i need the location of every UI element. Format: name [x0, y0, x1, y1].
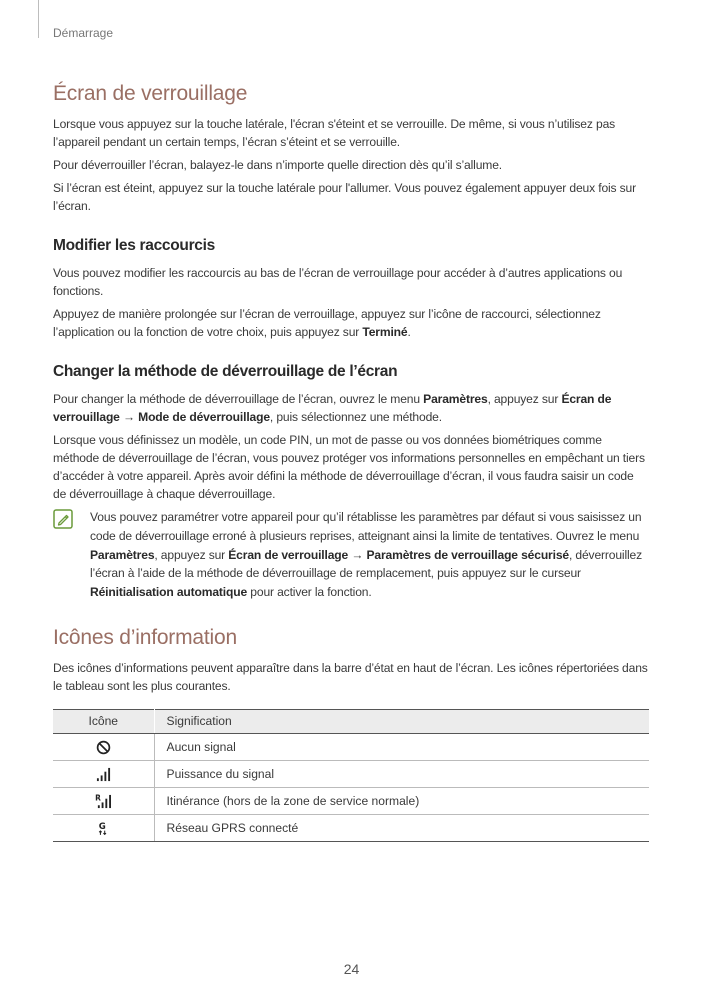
- table-row: [53, 733, 649, 760]
- table-row: [53, 814, 649, 841]
- text-run: , appuyez sur: [154, 547, 229, 562]
- section-title-lock-screen: Écran de verrouillage: [53, 82, 248, 105]
- text-run: →: [348, 547, 367, 562]
- paragraph: Lorsque vous définissez un modèle, un code PIN, un mot de passe ou vos données biométriques comme méthode de déverrouillage de l’écran, vous pouvez protéger vos informations personnelles en empêchant un tiers d’accéder à votre appareil. Après avoir défini la méthode de déverrouillage d’écran, il vous faudra saisir un code de déverrouillage à chaque déverrouillage.: [53, 433, 645, 501]
- table-header-row: [53, 709, 649, 733]
- margin-rule: [38, 0, 39, 38]
- note-pencil-icon: [53, 509, 73, 529]
- icon-cell: [53, 733, 154, 760]
- paragraph: Pour déverrouiller l’écran, balayez-le dans n’importe quelle direction dès qu’il s’allume.: [53, 158, 502, 172]
- running-head: Démarrage: [53, 26, 114, 40]
- section-title-info-icons: Icônes d’information: [53, 625, 237, 649]
- paragraph: [53, 305, 649, 341]
- ui-term-unlock-mode: Mode de déverrouillage: [138, 410, 270, 424]
- page-content: [53, 80, 649, 842]
- text-run: Vous pouvez paramétrer votre appareil pour qu’il rétablisse les paramètres par défaut si vous saisissez un code de déverrouillage erroné à plusieurs reprises, atteignant ainsi la limite de tentatives. Ouvrez le menu: [90, 510, 642, 543]
- meaning-cell: Puissance du signal: [154, 760, 649, 787]
- roaming-icon: [95, 794, 112, 809]
- table-row: [53, 787, 649, 814]
- ui-term-lock-screen: Écran de verrouillage: [228, 547, 349, 562]
- info-icons-table: [53, 709, 649, 842]
- ui-term-settings: Paramètres: [90, 547, 155, 562]
- paragraph: [53, 390, 649, 426]
- ui-term-secure-lock-settings: Paramètres de verrouillage sécurisé: [366, 547, 569, 562]
- meaning-cell: Réseau GPRS connecté: [154, 814, 649, 841]
- table-row: [53, 760, 649, 787]
- paragraph: Vous pouvez modifier les raccourcis au bas de l’écran de verrouillage pour accéder à d’autres applications ou fonctions.: [53, 266, 623, 298]
- text-run: , appuyez sur: [487, 392, 562, 406]
- page-number: 24: [343, 961, 360, 977]
- icon-cell: [53, 787, 154, 814]
- text-run: , puis sélectionnez une méthode.: [269, 410, 442, 424]
- no-signal-icon: [96, 740, 111, 755]
- ui-term-settings: Paramètres: [423, 392, 488, 406]
- paragraph: Des icônes d’informations peuvent apparaître dans la barre d’état en haut de l’écran. Les icônes répertoriées dans le tableau sont les plus courantes.: [53, 660, 648, 693]
- svg-text:R: R: [94, 793, 101, 803]
- note-box: [53, 508, 649, 602]
- meaning-cell: Aucun signal: [154, 733, 649, 760]
- icon-cell: [53, 814, 154, 841]
- paragraph: Si l’écran est éteint, appuyez sur la touche latérale pour l'allumer. Vous pouvez également appuyer deux fois sur l’écran.: [53, 181, 637, 213]
- text-run: →: [119, 410, 139, 424]
- text-run: Appuyez de manière prolongée sur l’écran de verrouillage, appuyez sur l’icône de raccourci, sélectionnez l’application ou la fonction de votre choix, puis appuyez sur: [53, 307, 601, 339]
- signal-strength-icon: [96, 767, 111, 782]
- ui-term-auto-reset: Réinitialisation automatique: [90, 585, 248, 600]
- gprs-icon: [97, 820, 109, 836]
- column-header-icon: Icône: [53, 709, 154, 733]
- svg-text:G: G: [98, 821, 106, 832]
- icon-cell: [53, 760, 154, 787]
- column-header-meaning: Signification: [154, 709, 649, 733]
- subsection-title-unlock-method: Changer la méthode de déverrouillage de l’écran: [53, 363, 398, 380]
- meaning-cell: Itinérance (hors de la zone de service normale): [154, 787, 649, 814]
- subsection-title-shortcuts: Modifier les raccourcis: [53, 237, 215, 254]
- section-info-icons: [53, 626, 649, 842]
- ui-term-done: Terminé: [362, 325, 408, 339]
- ui-term-lock-screen: Écran de verrouillage: [53, 392, 612, 424]
- paragraph: Lorsque vous appuyez sur la touche latérale, l'écran s'éteint et se verrouille. De même, si vous n’utilisez pas l’appareil pendant un certain temps, l’écran s’éteint et se verrouille.: [53, 117, 616, 149]
- text-run: Pour changer la méthode de déverrouillage de l’écran, ouvrez le menu: [53, 392, 424, 406]
- text-run: .: [407, 325, 411, 339]
- note-text: [90, 508, 649, 602]
- text-run: , déverrouillez l’écran à l’aide de la méthode de déverrouillage de remplacement, puis appuyez sur le curseur: [90, 547, 643, 581]
- text-run: pour activer la fonction.: [247, 585, 372, 600]
